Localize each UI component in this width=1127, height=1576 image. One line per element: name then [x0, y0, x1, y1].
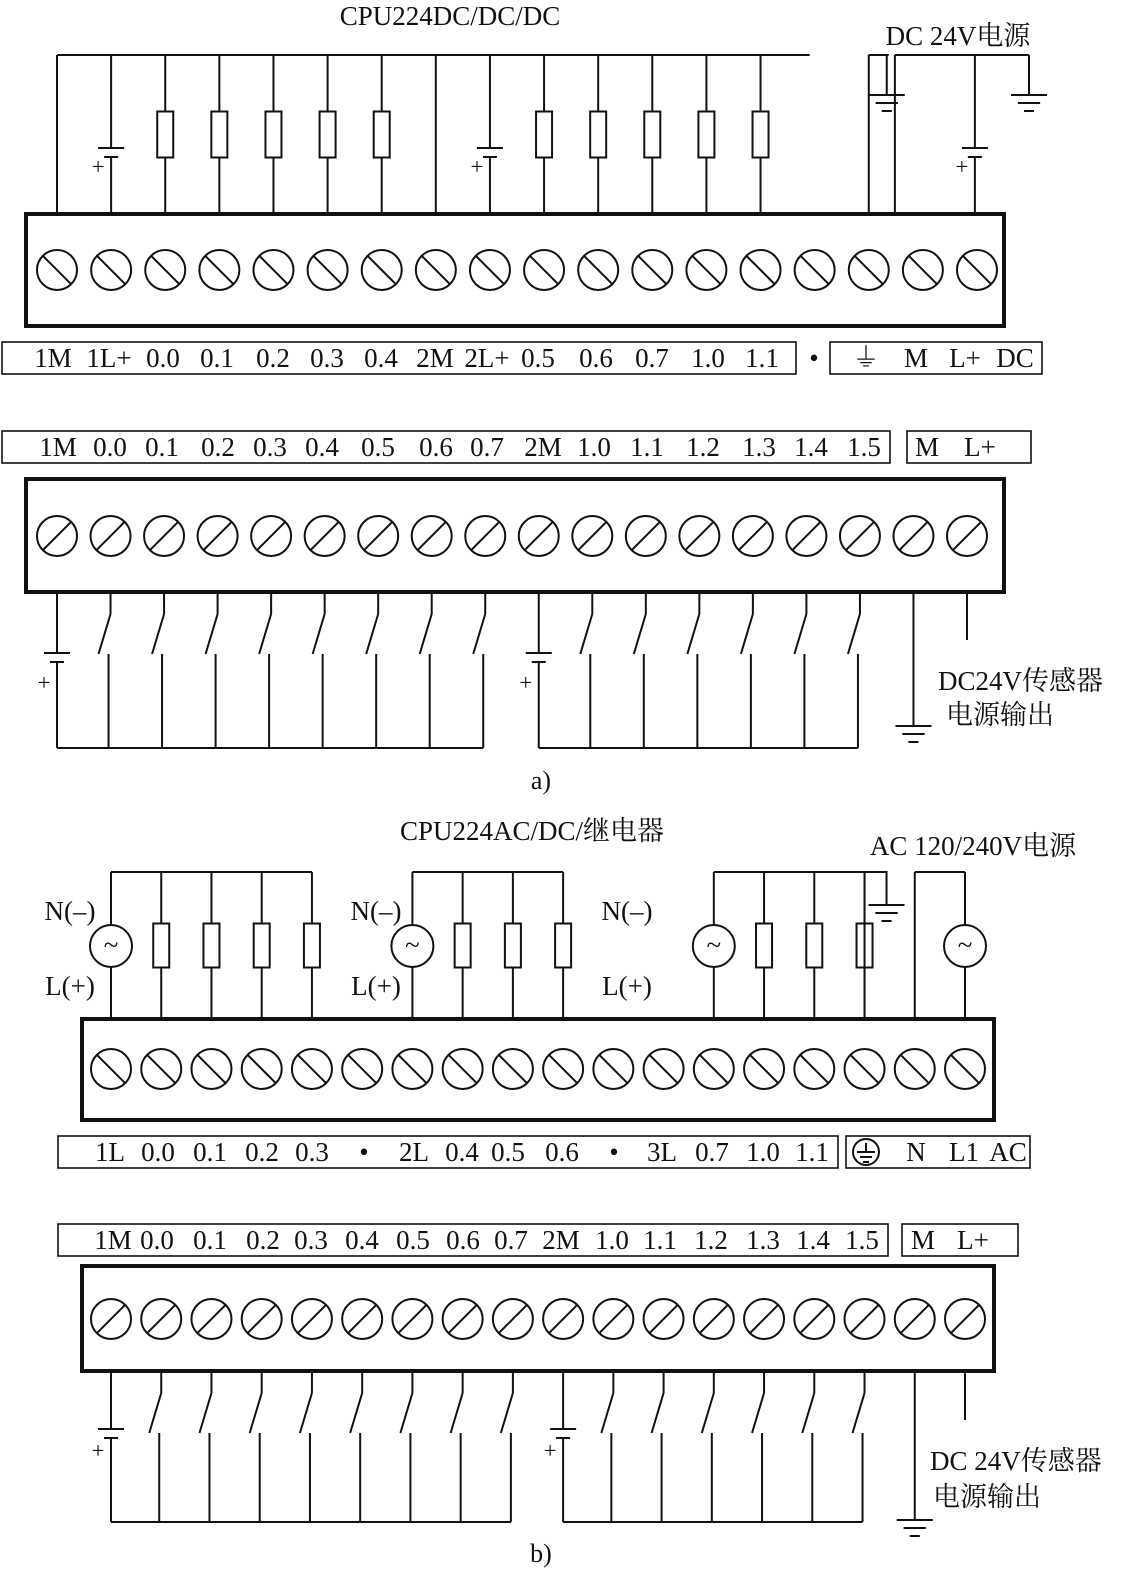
battery-plus-sign: +: [37, 670, 51, 695]
battery-plus-sign: +: [519, 670, 533, 695]
switch-blade: [580, 614, 592, 654]
panel-a-output-label-strip: [2, 342, 1042, 374]
ac-source-l-label: L(+): [351, 971, 401, 1001]
terminal-label: 0.0: [93, 432, 127, 462]
switch-blade: [473, 614, 485, 654]
terminal-label: 0.6: [545, 1137, 579, 1167]
terminal-label: 1.5: [847, 432, 881, 462]
screw-terminal: [632, 250, 672, 290]
screw-terminal: [416, 250, 456, 290]
battery-plus-sign: +: [543, 1438, 557, 1463]
panel-b-input-circuit: [92, 1371, 965, 1536]
ac-source: [391, 925, 433, 967]
terminal-label: 2M: [416, 343, 454, 373]
load-resistor: [455, 924, 471, 968]
terminal-label: 0.2: [245, 1137, 279, 1167]
screw-terminal: [198, 516, 238, 556]
load-resistor: [505, 924, 521, 968]
power-terminal-label: AC: [989, 1137, 1027, 1167]
load-resistor: [753, 112, 769, 158]
switch-blade: [501, 1393, 513, 1433]
screw-terminal: [493, 1049, 533, 1089]
terminal-label: 1.5: [845, 1225, 879, 1255]
terminal-label: 0.3: [253, 432, 287, 462]
load-resistor: [374, 112, 390, 158]
terminal-label: 0.4: [305, 432, 339, 462]
terminal-label: 1L: [95, 1137, 125, 1167]
screw-terminal: [308, 250, 348, 290]
ac-source-l-label: L(+): [45, 971, 95, 1001]
power-terminal-label: M: [910, 1225, 936, 1255]
terminal-label: 1.0: [577, 432, 611, 462]
panel-a-output-strip-dot: •: [809, 343, 819, 373]
terminal-label: 1.4: [796, 1225, 830, 1255]
battery-plus-sign: +: [955, 154, 969, 179]
screw-terminal: [141, 1299, 181, 1339]
switch-blade: [152, 614, 164, 654]
screw-terminal: [786, 516, 826, 556]
load-resistor: [644, 112, 660, 158]
switch-blade: [149, 1393, 161, 1433]
panel-a-output-section: [2, 1, 1047, 374]
switch-blade: [853, 1393, 865, 1433]
switch-blade: [250, 1393, 262, 1433]
load-resistor: [254, 924, 270, 968]
ground-symbol: [897, 1520, 933, 1536]
switch-blade: [702, 1393, 714, 1433]
battery-plus-sign: +: [91, 154, 105, 179]
ac-source-symbol: ~: [103, 930, 119, 960]
screw-terminal: [292, 1049, 332, 1089]
screw-terminal: [626, 516, 666, 556]
screw-terminal: [342, 1049, 382, 1089]
load-resistor: [698, 112, 714, 158]
screw-terminal: [572, 516, 612, 556]
load-resistor: [265, 112, 281, 158]
screw-terminal: [543, 1049, 583, 1089]
terminal-label: 0.3: [295, 1137, 329, 1167]
panel-b-output-title: CPU224AC/DC/继电器: [399, 816, 665, 846]
screw-terminal: [593, 1299, 633, 1339]
switch-blade: [313, 614, 325, 654]
screw-terminal: [145, 250, 185, 290]
screw-terminal: [794, 1299, 834, 1339]
terminal-label: 0.5: [361, 432, 395, 462]
terminal-label: 0.5: [491, 1137, 525, 1167]
switch-blade: [687, 614, 699, 654]
screw-terminal: [292, 1299, 332, 1339]
switch-blade: [741, 614, 753, 654]
screw-terminal: [191, 1049, 231, 1089]
panel-b-caption: b): [530, 1539, 552, 1568]
terminal-label: 1L+: [86, 343, 132, 373]
terminal-label: 0.7: [494, 1225, 528, 1255]
terminal-label: 0.1: [145, 432, 179, 462]
screw-terminal: [945, 1049, 985, 1089]
terminal-label: 0.0: [141, 1137, 175, 1167]
ac-source-n-label: N(–): [350, 896, 402, 926]
screw-terminal: [644, 1299, 684, 1339]
screw-terminal: [593, 1049, 633, 1089]
ac-source: [90, 925, 132, 967]
ac-source: [693, 925, 735, 967]
screw-terminal: [744, 1299, 784, 1339]
screw-terminal: [578, 250, 618, 290]
screw-terminal: [733, 516, 773, 556]
switch-blade: [366, 614, 378, 654]
terminal-label: 3L: [647, 1137, 677, 1167]
battery-plus-sign: +: [470, 154, 484, 179]
battery-plus-sign: +: [91, 1438, 105, 1463]
screw-terminal: [694, 1299, 734, 1339]
screw-terminal: [191, 1299, 231, 1339]
load-resistor: [806, 924, 822, 968]
terminal-label: 1.4: [794, 432, 828, 462]
load-resistor: [536, 112, 552, 158]
screw-terminal: [543, 1299, 583, 1339]
switch-blade: [206, 614, 218, 654]
screw-terminal: [91, 1299, 131, 1339]
terminal-label: 0.1: [193, 1225, 227, 1255]
load-resistor: [211, 112, 227, 158]
terminal-label: 0.2: [256, 343, 290, 373]
ground-symbol: [895, 726, 931, 742]
panel-b-input-label-strip: [58, 1224, 1018, 1256]
terminal-label: 1.1: [630, 432, 664, 462]
screw-terminal: [37, 516, 77, 556]
screw-terminal: [465, 516, 505, 556]
panel-b-output-terminals: [91, 1049, 985, 1089]
screw-terminal: [251, 516, 291, 556]
screw-terminal: [795, 250, 835, 290]
screw-terminal: [840, 516, 880, 556]
terminal-label: 0.2: [201, 432, 235, 462]
terminal-label: 1M: [39, 432, 77, 462]
panel-b-sensor-label-line1: DC 24V传感器: [930, 1446, 1102, 1476]
screw-terminal: [741, 250, 781, 290]
screw-terminal: [470, 250, 510, 290]
screw-terminal: [679, 516, 719, 556]
screw-terminal: [524, 250, 564, 290]
terminal-label: 0.3: [310, 343, 344, 373]
terminal-label: 0.0: [146, 343, 180, 373]
screw-terminal: [37, 250, 77, 290]
panel-a-power-label: DC 24V电源: [885, 21, 1031, 51]
power-terminal-label: M: [903, 343, 929, 373]
terminal-label: 0.4: [445, 1137, 479, 1167]
terminal-label: 2M: [542, 1225, 580, 1255]
screw-terminal: [342, 1299, 382, 1339]
panel-a-caption: a): [530, 766, 552, 795]
switch-blade: [848, 614, 860, 654]
terminal-label: 1M: [94, 1225, 132, 1255]
terminal-label: 1.0: [746, 1137, 780, 1167]
terminal-label: 1.1: [795, 1137, 829, 1167]
load-resistor: [320, 112, 336, 158]
earth-drop: [869, 55, 887, 95]
panel-a-input-terminals: [37, 516, 987, 556]
terminal-label: 0.7: [695, 1137, 729, 1167]
panel-a-output-terminals: [37, 250, 997, 290]
screw-terminal: [358, 516, 398, 556]
switch-blade: [300, 1393, 312, 1433]
terminal-label: 2L+: [464, 343, 510, 373]
load-resistor: [153, 924, 169, 968]
screw-terminal: [895, 1299, 935, 1339]
terminal-label: 0.4: [364, 343, 398, 373]
terminal-label: 0.0: [140, 1225, 174, 1255]
power-terminal-label: ⏚: [852, 343, 880, 373]
switch-blade: [199, 1393, 211, 1433]
screw-terminal: [694, 1049, 734, 1089]
terminal-label: 1.0: [595, 1225, 629, 1255]
panel-a-sensor-label-line2: 电源输出: [946, 700, 1054, 730]
terminal-label: 2M: [524, 432, 562, 462]
screw-terminal: [744, 1049, 784, 1089]
screw-terminal: [845, 1049, 885, 1089]
screw-terminal: [945, 1299, 985, 1339]
switch-blade: [99, 614, 111, 654]
terminal-label: 0.2: [246, 1225, 280, 1255]
ground-symbol: [1011, 95, 1047, 111]
screw-terminal: [362, 250, 402, 290]
panel-b-sensor-label-line2: 电源输出: [933, 1482, 1041, 1512]
terminal-label: 1.0: [691, 343, 725, 373]
terminal-label: 0.7: [470, 432, 504, 462]
load-resistor: [590, 112, 606, 158]
switch-blade: [802, 1393, 814, 1433]
screw-terminal: [947, 516, 987, 556]
panel-a-input-circuit: [38, 592, 967, 748]
terminal-label: 0.5: [396, 1225, 430, 1255]
switch-blade: [752, 1393, 764, 1433]
power-terminal-label: M: [914, 432, 940, 462]
switch-blade: [420, 614, 432, 654]
load-resistor: [756, 924, 772, 968]
ac-source-n-label: N(–): [44, 896, 96, 926]
panel-b-output-circuit: [45, 872, 986, 1019]
switch-blade: [259, 614, 271, 654]
panel-a-output-title: CPU224DC/DC/DC: [339, 1, 561, 31]
power-terminal-label: L+: [957, 1225, 989, 1255]
ground-symbol: [869, 905, 905, 921]
switch-blade: [652, 1393, 664, 1433]
switch-blade: [794, 614, 806, 654]
screw-terminal: [903, 250, 943, 290]
terminal-label: 0.6: [419, 432, 453, 462]
power-terminal-label: N: [906, 1137, 926, 1167]
load-resistor: [555, 924, 571, 968]
load-resistor: [157, 112, 173, 158]
terminal-label: 0.7: [635, 343, 669, 373]
terminal-label: •: [609, 1137, 619, 1167]
screw-terminal: [957, 250, 997, 290]
panel-b-input-terminals: [91, 1299, 985, 1339]
screw-terminal: [895, 1049, 935, 1089]
terminal-label: 0.1: [193, 1137, 227, 1167]
earth-drop: [865, 872, 887, 905]
terminal-label: 1.3: [746, 1225, 780, 1255]
switch-blade: [400, 1393, 412, 1433]
panel-b-output-section: [45, 816, 1078, 1168]
terminal-label: •: [359, 1137, 369, 1167]
screw-terminal: [242, 1049, 282, 1089]
switch-blade: [601, 1393, 613, 1433]
ac-source-symbol: ~: [957, 930, 973, 960]
panel-b-power-label: AC 120/240V电源: [869, 831, 1077, 861]
screw-terminal: [849, 250, 889, 290]
power-terminal-label: L1: [949, 1137, 979, 1167]
protective-earth-icon: [853, 1139, 879, 1165]
ac-source-symbol: ~: [405, 930, 420, 960]
ac-source-symbol: ~: [706, 930, 722, 960]
panel-a-sensor-label-line1: DC24V传感器: [938, 666, 1104, 696]
ac-source: [944, 925, 986, 967]
switch-blade: [634, 614, 646, 654]
load-resistor: [203, 924, 219, 968]
ground-symbol: [869, 95, 905, 111]
panel-a-input-section: [2, 431, 1103, 795]
load-resistor: [304, 924, 320, 968]
screw-terminal: [443, 1299, 483, 1339]
panel-a-input-label-strip: [2, 431, 1031, 463]
screw-terminal: [893, 516, 933, 556]
terminal-label: 0.6: [446, 1225, 480, 1255]
screw-terminal: [686, 250, 726, 290]
ac-source-l-label: L(+): [602, 971, 652, 1001]
switch-blade: [350, 1393, 362, 1433]
screw-terminal: [519, 516, 559, 556]
terminal-label: 0.3: [294, 1225, 328, 1255]
panel-a-output-circuit: [57, 55, 1047, 214]
panel-b-input-section: [58, 1224, 1102, 1568]
power-terminal-label: DC: [996, 343, 1034, 373]
screw-terminal: [242, 1299, 282, 1339]
screw-terminal: [412, 516, 452, 556]
screw-terminal: [199, 250, 239, 290]
screw-terminal: [91, 250, 131, 290]
screw-terminal: [794, 1049, 834, 1089]
screw-terminal: [91, 516, 131, 556]
terminal-label: 1.1: [643, 1225, 677, 1255]
terminal-label: 0.6: [579, 343, 613, 373]
screw-terminal: [644, 1049, 684, 1089]
terminal-label: 2L: [399, 1137, 429, 1167]
screw-terminal: [392, 1049, 432, 1089]
switch-blade: [451, 1393, 463, 1433]
screw-terminal: [493, 1299, 533, 1339]
terminal-label: 1.2: [694, 1225, 728, 1255]
panel-b-output-label-strip: [58, 1136, 1030, 1168]
screw-terminal: [144, 516, 184, 556]
screw-terminal: [392, 1299, 432, 1339]
screw-terminal: [845, 1299, 885, 1339]
screw-terminal: [443, 1049, 483, 1089]
screw-terminal: [141, 1049, 181, 1089]
terminal-label: 0.1: [200, 343, 234, 373]
screw-terminal: [253, 250, 293, 290]
ac-source-n-label: N(–): [601, 896, 653, 926]
terminal-label: 1.1: [745, 343, 779, 373]
terminal-label: 1.2: [686, 432, 720, 462]
terminal-label: 0.4: [345, 1225, 379, 1255]
power-terminal-label: L+: [964, 432, 996, 462]
terminal-label: 1M: [34, 343, 72, 373]
screw-terminal: [91, 1049, 131, 1089]
terminal-label: 1.3: [742, 432, 776, 462]
terminal-label: 0.5: [521, 343, 555, 373]
power-terminal-label: L+: [949, 343, 981, 373]
screw-terminal: [305, 516, 345, 556]
